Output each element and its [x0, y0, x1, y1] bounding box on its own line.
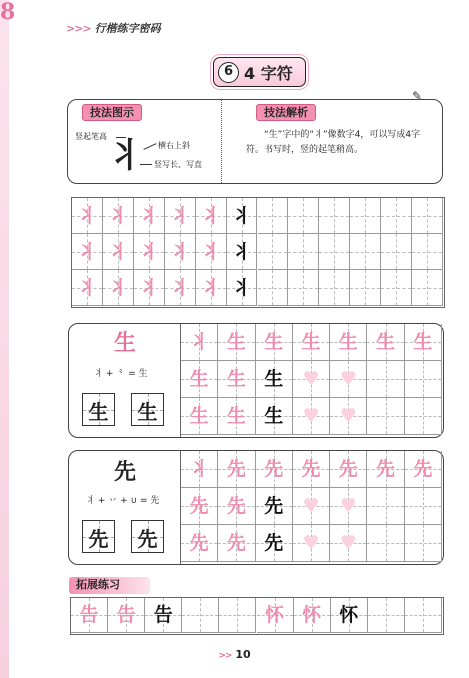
example1-grid-char: 生 — [264, 405, 284, 427]
practice-grid-1 — [71, 197, 445, 308]
extension-cell — [405, 598, 442, 633]
page-number-text: 10 — [235, 648, 251, 661]
example2-char: 先 — [114, 459, 137, 485]
example2-grid-cell — [405, 525, 442, 562]
example2-grid-cell — [330, 488, 367, 525]
grid1-cell — [165, 270, 196, 306]
example2-grid-char: 先 — [264, 458, 284, 480]
section-number: 6 — [218, 62, 239, 83]
extension-grid — [70, 597, 444, 635]
example1-formula: 丬 + ⺀ = 生 — [94, 369, 148, 379]
grid1-cell — [412, 198, 443, 234]
example2-grid-cell — [181, 525, 218, 562]
example1-grid-char: 生 — [264, 368, 284, 390]
example1-grid-cell — [367, 324, 404, 361]
example1-char: 生 — [114, 330, 137, 356]
grid1-cell — [412, 270, 443, 306]
annotation-line-right-bottom — [140, 164, 152, 165]
example1-grid-cell — [330, 324, 367, 361]
header-title: 行楷练字密码 — [94, 22, 161, 35]
grid1-cell — [196, 198, 227, 234]
extension-cell — [182, 598, 219, 633]
header-arrows: >>> — [66, 22, 91, 35]
example1-grid-cell — [293, 361, 330, 398]
extension-cell — [294, 598, 331, 633]
example1-grid-cell — [405, 398, 442, 435]
extension-cell — [219, 598, 256, 633]
extension-char: 告 — [116, 604, 136, 626]
technique-diagram-tag: 技法图示 — [82, 104, 142, 121]
example1-grid-cell — [293, 398, 330, 435]
example1-grid-cell — [181, 324, 218, 361]
extension-char: 告 — [79, 604, 99, 626]
page-edge-strip — [0, 0, 9, 678]
example2-grid-cell — [330, 525, 367, 562]
annotation-left: 竖起笔高 — [75, 132, 107, 141]
example2-grid-char: 先 — [226, 495, 246, 517]
grid1-cell — [72, 270, 103, 306]
extension-char: 告 — [153, 604, 173, 626]
grid1-cell — [227, 234, 258, 270]
extension-cell — [108, 598, 145, 633]
example2-grid-char: 先 — [413, 458, 433, 480]
placeholder-blob: ♥ — [339, 532, 357, 554]
example2-formula: 丬 + 丷 + ∪ = 先 — [86, 496, 160, 506]
section-title — [213, 57, 306, 87]
example1-grid-char: 生 — [338, 331, 358, 353]
example1-grid-cell — [181, 398, 218, 435]
example2-grid — [180, 451, 443, 564]
grid1-cell — [381, 198, 412, 234]
grid1-cell — [288, 234, 319, 270]
example1-grid-cell — [367, 361, 404, 398]
example1-grid-cell — [367, 398, 404, 435]
grid1-char: 丬 — [139, 241, 159, 263]
grid1-cell — [319, 270, 350, 306]
page-number — [0, 648, 469, 661]
grid1-char: 丬 — [108, 205, 128, 227]
grid1-char: 丬 — [232, 277, 252, 299]
grid1-char: 丬 — [232, 205, 252, 227]
example2-grid-cell — [367, 488, 404, 525]
grid1-cell — [72, 234, 103, 270]
grid1-char: 丬 — [201, 241, 221, 263]
grid1-cell — [350, 270, 381, 306]
example1-grid-cell — [218, 398, 255, 435]
example1-grid-cell — [218, 361, 255, 398]
example2-grid-cell — [218, 488, 255, 525]
grid1-cell — [288, 270, 319, 306]
example2-grid-cell — [256, 488, 293, 525]
example2-grid-char: 先 — [264, 495, 284, 517]
example1-grid-char: 生 — [226, 331, 246, 353]
grid1-cell — [258, 198, 289, 234]
extension-cell — [257, 598, 294, 633]
example2-grid-cell — [330, 451, 367, 488]
example1-grid-char: 生 — [264, 331, 284, 353]
example2-box-2-char: 先 — [137, 527, 158, 551]
example1-grid-char: 生 — [189, 368, 209, 390]
example2-grid-cell — [367, 451, 404, 488]
example1-grid-char: 丬 — [189, 331, 209, 353]
example2-grid-cell — [293, 488, 330, 525]
page-number-arrows: >> — [218, 651, 232, 661]
grid1-cell — [319, 198, 350, 234]
extension-char: 怀 — [339, 604, 359, 626]
example1-grid-char: 生 — [301, 331, 321, 353]
placeholder-blob: ♥ — [339, 495, 357, 517]
example1-grid-cell — [181, 361, 218, 398]
placeholder-blob: ♥ — [302, 495, 320, 517]
grid1-cell — [288, 198, 319, 234]
grid1-char: 丬 — [139, 277, 159, 299]
example1-grid-char: 生 — [226, 368, 246, 390]
grid1-cell — [165, 198, 196, 234]
example2-box-1-char: 先 — [88, 527, 109, 551]
grid1-char: 丬 — [201, 277, 221, 299]
example2-box-2 — [131, 520, 164, 553]
grid1-cell — [381, 234, 412, 270]
example1-grid-char: 生 — [189, 405, 209, 427]
example2-grid-char: 先 — [189, 495, 209, 517]
example1-box-1 — [82, 393, 115, 426]
grid1-cell — [319, 234, 350, 270]
grid1-cell — [165, 234, 196, 270]
running-header — [66, 20, 161, 36]
grid1-cell — [381, 270, 412, 306]
grid1-char: 丬 — [77, 205, 97, 227]
grid1-cell — [103, 234, 134, 270]
example1-grid-char: 生 — [376, 331, 396, 353]
example1-grid-char: 生 — [226, 405, 246, 427]
extension-char: 怀 — [265, 604, 285, 626]
grid1-char: 丬 — [77, 241, 97, 263]
example2-grid-char: 先 — [338, 458, 358, 480]
grid1-cell — [103, 198, 134, 234]
grid1-cell — [227, 270, 258, 306]
technique-char: 丬 — [108, 136, 142, 176]
edge-mark: 8 — [0, 0, 16, 25]
annotation-right-top: 横右上斜 — [158, 141, 190, 150]
annotation-right-bottom: 竖写长、写直 — [154, 160, 202, 169]
example2-grid-cell — [256, 451, 293, 488]
example1-grid-cell — [256, 361, 293, 398]
example1-grid-cell — [405, 361, 442, 398]
example1-grid-cell — [256, 324, 293, 361]
grid1-char: 丬 — [170, 277, 190, 299]
grid1-cell — [350, 198, 381, 234]
grid1-char: 丬 — [170, 241, 190, 263]
pencil-icon: ✎ — [412, 89, 423, 103]
placeholder-blob: ♥ — [339, 405, 357, 427]
example2-grid-char: 先 — [264, 532, 284, 554]
extension-tag: 拓展练习 — [69, 577, 150, 594]
placeholder-blob: ♥ — [302, 532, 320, 554]
grid1-cell — [227, 198, 258, 234]
example1-box-2-char: 生 — [137, 400, 158, 424]
grid1-cell — [134, 270, 165, 306]
example2-grid-cell — [218, 525, 255, 562]
grid1-char: 丬 — [77, 277, 97, 299]
example2-grid-char: 先 — [376, 458, 396, 480]
example1-box-2 — [131, 393, 164, 426]
grid1-cell — [134, 198, 165, 234]
technique-analysis-tag: 技法解析 — [256, 104, 316, 121]
placeholder-blob: ♥ — [302, 368, 320, 390]
example1-box-1-char: 生 — [88, 400, 109, 424]
example2-grid-cell — [218, 451, 255, 488]
example2-grid-cell — [293, 525, 330, 562]
section-title-text: 4 字符 — [244, 64, 293, 83]
example1-grid-char: 生 — [413, 331, 433, 353]
grid1-cell — [258, 234, 289, 270]
grid1-char: 丬 — [108, 277, 128, 299]
example2-grid-cell — [367, 525, 404, 562]
extension-char: 怀 — [302, 604, 322, 626]
example2-grid-cell — [181, 488, 218, 525]
extension-cell — [71, 598, 108, 633]
grid1-char: 丬 — [201, 205, 221, 227]
extension-cell — [145, 598, 182, 633]
example1-grid-cell — [330, 398, 367, 435]
extension-cell — [331, 598, 368, 633]
technique-analysis-text: “生”字中的“丬”像数字4，可以写成4字符。书写时，竖的起笔稍高。 — [246, 130, 421, 155]
example1-grid-cell — [256, 398, 293, 435]
example1-grid-cell — [330, 361, 367, 398]
grid1-cell — [258, 270, 289, 306]
example2-grid-cell — [405, 488, 442, 525]
grid1-cell — [412, 234, 443, 270]
grid1-cell — [72, 198, 103, 234]
grid1-cell — [350, 234, 381, 270]
example1-grid-cell — [293, 324, 330, 361]
example2-grid-char: 丬 — [189, 458, 209, 480]
grid1-cell — [103, 270, 134, 306]
example2-grid-char: 先 — [301, 458, 321, 480]
extension-cell — [368, 598, 405, 633]
grid1-char: 丬 — [170, 205, 190, 227]
example1-grid-cell — [405, 324, 442, 361]
grid1-cell — [134, 234, 165, 270]
example1-grid — [180, 324, 443, 437]
placeholder-blob: ♥ — [302, 405, 320, 427]
grid1-char: 丬 — [139, 205, 159, 227]
example2-grid-char: 先 — [226, 532, 246, 554]
example2-grid-cell — [405, 451, 442, 488]
example2-grid-char: 先 — [189, 532, 209, 554]
grid1-cell — [196, 270, 227, 306]
placeholder-blob: ♥ — [339, 368, 357, 390]
example2-grid-cell — [181, 451, 218, 488]
grid1-char: 丬 — [108, 241, 128, 263]
example2-grid-cell — [293, 451, 330, 488]
example2-grid-cell — [256, 525, 293, 562]
example2-grid-char: 先 — [226, 458, 246, 480]
grid1-char: 丬 — [232, 241, 252, 263]
panel-divider — [221, 100, 222, 183]
grid1-cell — [196, 234, 227, 270]
example1-grid-cell — [218, 324, 255, 361]
example2-box-1 — [82, 520, 115, 553]
